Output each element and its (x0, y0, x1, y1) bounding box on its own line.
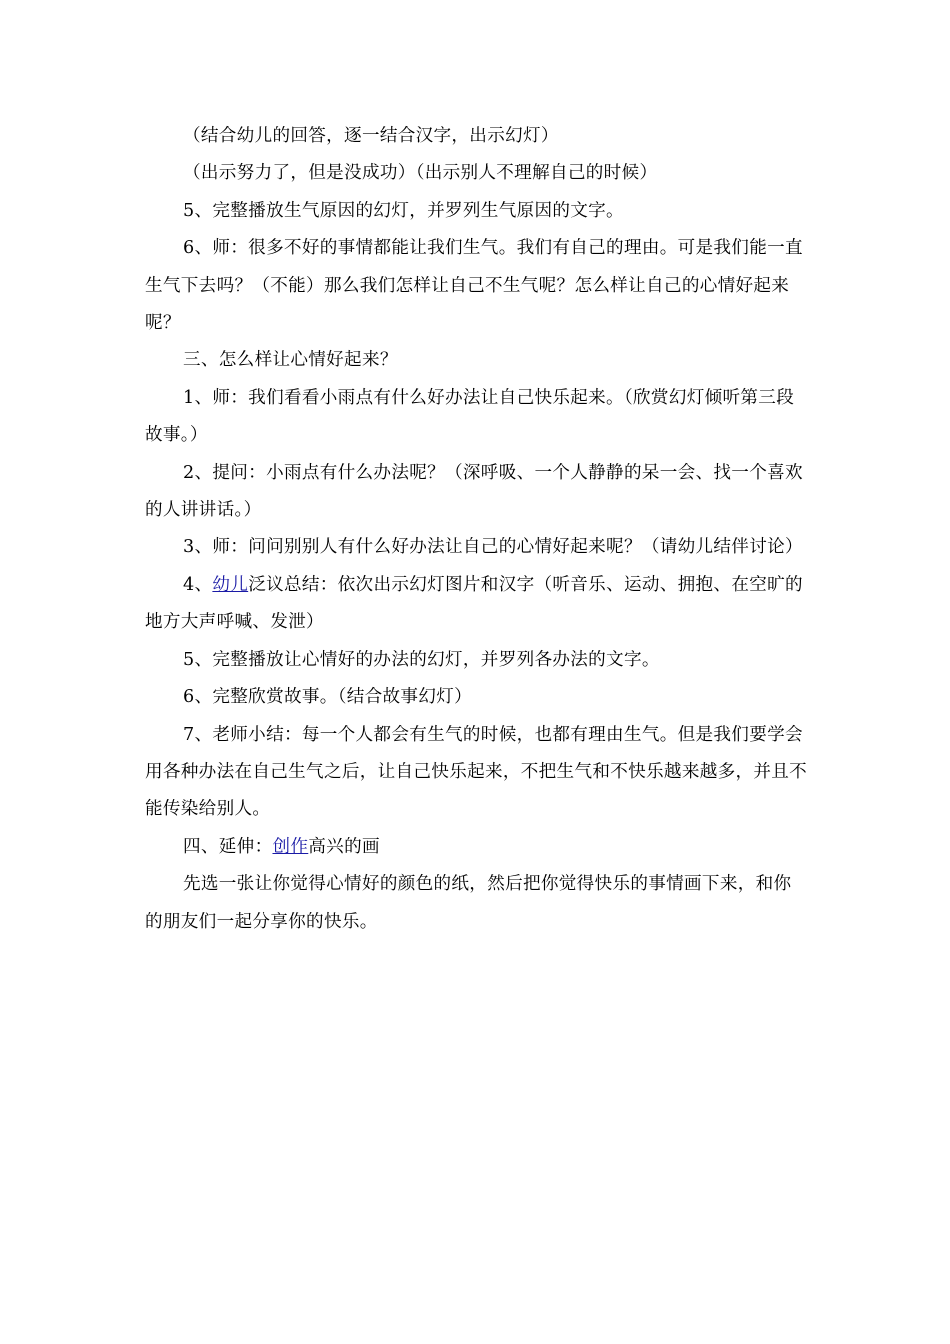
document-body (145, 118, 808, 941)
link-youer[interactable]: 幼儿 (212, 574, 249, 595)
link-chuangzuo[interactable]: 创作 (272, 836, 309, 857)
paragraph-8 (145, 529, 808, 566)
heading-text: 四、延伸： (183, 836, 273, 857)
paragraph-2 (145, 155, 808, 192)
paragraph-7 (145, 455, 808, 530)
paragraph-text: 6、完整欣赏故事。（结合故事幻灯） (183, 687, 472, 708)
paragraph-10 (145, 642, 808, 679)
paragraph-text: 3、师：问问别别人有什么好办法让自己的心情好起来呢？（请幼儿结伴讨论） (183, 537, 803, 558)
paragraph-text: 7、老师小结：每一个人都会有生气的时候，也都有理由生气。但是我们要学会用各种办法在自己生气之后，让自己快乐起来，不把生气和不快乐越来越多，并且不能传染给别人。 (145, 724, 808, 820)
paragraph-4 (145, 230, 808, 342)
paragraph-text: 5、完整播放生气原因的幻灯，并罗列生气原因的文字。 (183, 200, 624, 221)
paragraph-11 (145, 679, 808, 716)
heading-text: 三、怎么样让心情好起来？ (183, 350, 398, 371)
paragraph-1 (145, 118, 808, 155)
section-heading-4 (145, 829, 808, 866)
paragraph-3 (145, 193, 808, 230)
paragraph-14 (145, 866, 808, 941)
paragraph-text: （结合幼儿的回答，逐一结合汉字，出示幻灯） (183, 126, 559, 146)
paragraph-text: 1、师：我们看看小雨点有什么好办法让自己快乐起来。（欣赏幻灯倾听第三段故事。） (145, 387, 795, 446)
paragraph-text: 6、师：很多不好的事情都能让我们生气。我们有自己的理由。可是我们能一直生气下去吗？（不能）那么我们怎样让自己不生气呢？怎么样让自己的心情好起来呢？ (145, 238, 803, 334)
section-heading-3 (145, 342, 808, 379)
paragraph-text: 先选一张让你觉得心情好的颜色的纸，然后把你觉得快乐的事情画下来，和你的朋友们一起分享你的快乐。 (145, 874, 792, 932)
paragraph-6 (145, 380, 808, 455)
paragraph-9 (145, 567, 808, 642)
paragraph-text: （出示努力了，但是没成功）（出示别人不理解自己的时候） (183, 163, 658, 184)
paragraph-text: 5、完整播放让心情好的办法的幻灯，并罗列各办法的文字。 (183, 649, 660, 670)
paragraph-text: 泛议总结：依次出示幻灯图片和汉字（听音乐、运动、拥抱、在空旷的地方大声呼喊、发泄） (145, 574, 803, 633)
heading-text: 高兴的画 (308, 836, 380, 857)
paragraph-text: 2、提问：小雨点有什么办法呢？（深呼吸、一个人静静的呆一会、找一个喜欢的人讲讲话。） (145, 462, 803, 521)
paragraph-text: 4、 (183, 574, 213, 595)
paragraph-12 (145, 717, 808, 829)
